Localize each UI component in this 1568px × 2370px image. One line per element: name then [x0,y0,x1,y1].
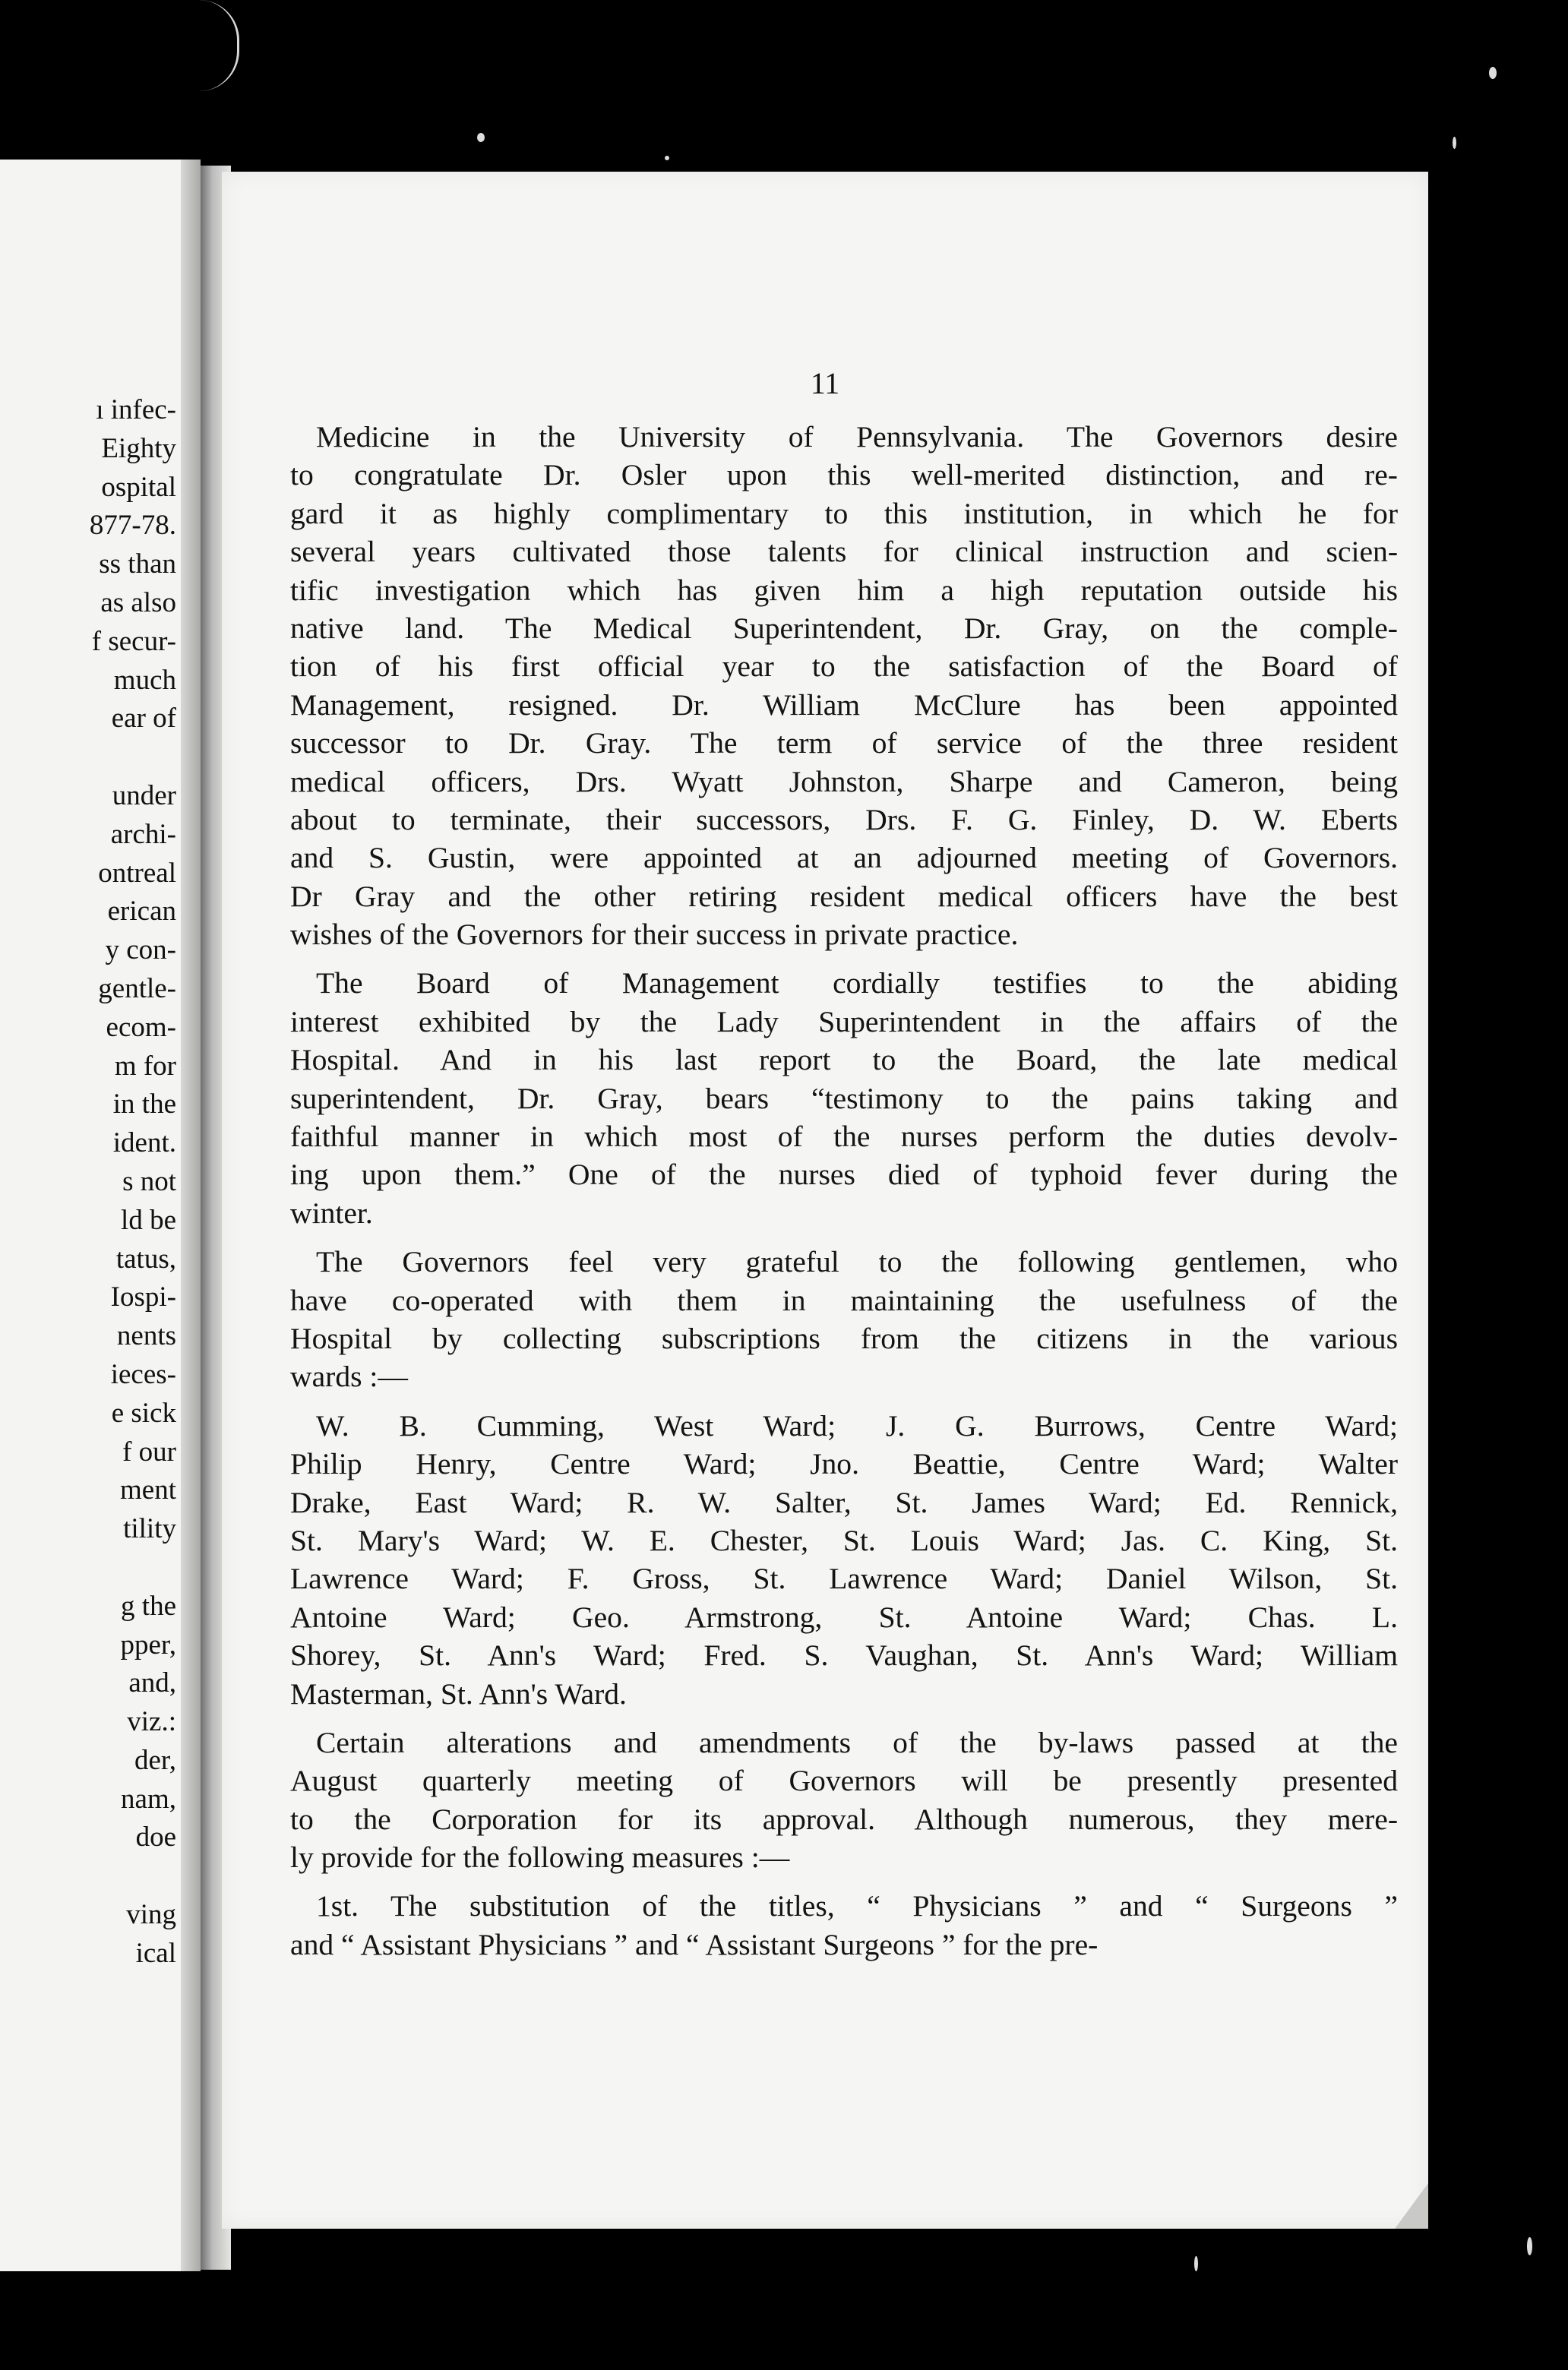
left-page-line: 877-78. [89,510,176,542]
left-page-line: ving [126,1899,176,1931]
paragraph-title-substitution [290,1887,1398,1964]
left-page-line: ecom- [106,1011,176,1043]
left-page-line: der, [134,1744,176,1776]
left-page-line: y con- [105,934,176,966]
left-page-line: f secur- [91,625,176,657]
text-line: The Board of Management cordially testifies to the abiding [316,966,1398,1000]
paragraph-governors-congratulate [290,418,1398,953]
text-line: ly provide for the following measures :— [290,1841,790,1875]
text-line: native land. The Medical Superintendent, Dr. Gray, on the comple- [290,611,1398,645]
left-page-line: ment [120,1474,176,1506]
text-line: interest exhibited by the Lady Superintendent in the affairs of the [290,1004,1398,1038]
left-page-line: m for [114,1050,176,1082]
dust-speck [1194,2256,1198,2271]
paragraph-by-law-amendments [290,1724,1398,1877]
dust-speck [1489,67,1497,79]
text-line: W. B. Cumming, West Ward; J. G. Burrows, Centre Ward; [316,1408,1398,1443]
left-page-line: doe [135,1822,176,1853]
left-page-line: nents [116,1320,176,1352]
text-line: 1st. The substitution of the titles, “ Physicians ” and “ Surgeons ” [316,1889,1398,1923]
left-page-line: pper, [120,1629,176,1661]
left-page-line: Eighty [101,432,176,464]
left-page-line: much [113,664,176,696]
page-number: 11 [810,366,840,400]
text-line: tific investigation which has given him a high reputation outside his [290,573,1398,607]
text-line: several years cultivated those talents for clinical instruction and scien- [290,535,1398,569]
left-page-line: erican [107,896,176,927]
left-page-line: f our [122,1436,176,1468]
left-page-line: ss than [99,548,176,580]
paragraph-board-of-management [290,964,1398,1232]
left-page-line [90,1549,176,1588]
text-line: successor to Dr. Gray. The term of service of the three resident [290,726,1398,760]
left-page-line: ı infec- [96,394,176,425]
dust-speck [1453,137,1456,149]
text-line: Certain alterations and amendments of the by-laws passed at the [316,1725,1398,1759]
left-page-line: and, [128,1667,176,1699]
text-line: The Governors feel very grateful to the following gentlemen, who [316,1245,1398,1279]
page-edge-curl [199,0,239,91]
text-line: to the Corporation for its approval. Although numerous, they mere- [290,1802,1398,1836]
text-line: have co-operated with them in maintaining the usefulness of the [290,1283,1398,1317]
text-line: Management, resigned. Dr. William McClure has been appointed [290,687,1398,722]
left-page-line: e sick [111,1397,176,1429]
text-line: wards :— [290,1360,408,1394]
text-line: medical officers, Drs. Wyatt Johnston, Sharpe and Cameron, being [290,764,1398,798]
text-line: Lawrence Ward; F. Gross, St. Lawrence Ward; Daniel Wilson, St. [290,1562,1398,1596]
left-page-line: ontreal [98,857,176,889]
text-line: Drake, East Ward; R. W. Salter, St. James Ward; Ed. Rennick, [290,1485,1398,1519]
left-page-line: ieces- [110,1358,176,1390]
left-page-gutter [181,160,201,2271]
left-page-line: in the [112,1089,176,1120]
left-facing-page [0,160,199,2271]
text-line: to congratulate Dr. Osler upon this well-merited distinction, and re- [290,458,1398,492]
dust-speck [665,156,669,160]
text-line: Shorey, St. Ann's Ward; Fred. S. Vaughan, St. Ann's Ward; William [290,1638,1398,1673]
left-page-line: archi- [110,818,176,850]
text-line: Medicine in the University of Pennsylvania. The Governors desire [316,420,1398,453]
text-line: superintendent, Dr. Gray, bears “testimony to the pains taking and [290,1081,1398,1115]
folded-page-corner [1395,2183,1428,2229]
text-line: about to terminate, their successors, Drs. F. G. Finley, D. W. Eberts [290,802,1398,836]
text-line: and S. Gustin, were appointed at an adjourned meeting of Governors. [290,841,1398,875]
left-page-text-fragments [90,391,176,1973]
left-page-line: ld be [121,1204,176,1236]
left-page-line: ical [135,1937,176,1969]
text-line: winter. [290,1196,373,1230]
text-line: Hospital. And in his last report to the Board, the late medical [290,1043,1398,1077]
left-page-line: viz.: [127,1706,176,1738]
text-line: St. Mary's Ward; W. E. Chester, St. Louis Ward; Jas. C. King, St. [290,1523,1398,1557]
left-page-line: gentle- [98,972,176,1004]
left-page-line: g the [121,1590,176,1622]
text-line: Masterman, St. Ann's Ward. [290,1676,627,1711]
text-line: Dr Gray and the other retiring resident medical officers have the best [290,879,1398,913]
text-line: tion of his first official year to the satisfaction of the Board of [290,649,1398,684]
text-line: Philip Henry, Centre Ward; Jno. Beattie, Centre Ward; Walter [290,1447,1398,1481]
left-page-line: s not [122,1165,176,1197]
left-page-line: tility [123,1513,176,1545]
left-page-line: as also [100,586,176,618]
left-page-line: under [112,779,176,811]
paragraph-governors-grateful [290,1243,1398,1396]
dust-speck [477,133,485,142]
text-line: ing upon them.” One of the nurses died of typhoid fever during the [290,1158,1398,1192]
text-line: August quarterly meeting of Governors will be presently presented [290,1764,1398,1798]
body-text [290,418,1398,1964]
dust-speck [1527,2237,1532,2255]
text-line: Antoine Ward; Geo. Armstrong, St. Antoine Ward; Chas. L. [290,1600,1398,1634]
text-line: faithful manner in which most of the nurses perform the duties devolv- [290,1120,1398,1154]
text-line: gard it as highly complimentary to this institution, in which he for [290,496,1398,530]
left-page-line: nam, [121,1783,176,1815]
left-page-line: ospital [101,471,176,503]
left-page-line: tatus, [115,1243,176,1275]
left-page-line: ear of [111,703,176,735]
text-line: and “ Assistant Physicians ” and “ Assistant Surgeons ” for the pre- [290,1927,1099,1961]
left-page-line: ident. [112,1127,176,1159]
paragraph-ward-collectors [290,1407,1398,1713]
text-line: Hospital by collecting subscriptions from the citizens in the various [290,1321,1398,1355]
text-line: wishes of the Governors for their success in private practice. [290,918,1019,952]
left-page-line [90,738,176,777]
left-page-line: Iospi- [110,1281,176,1313]
main-page [222,172,1428,2229]
left-page-line [90,1857,176,1896]
